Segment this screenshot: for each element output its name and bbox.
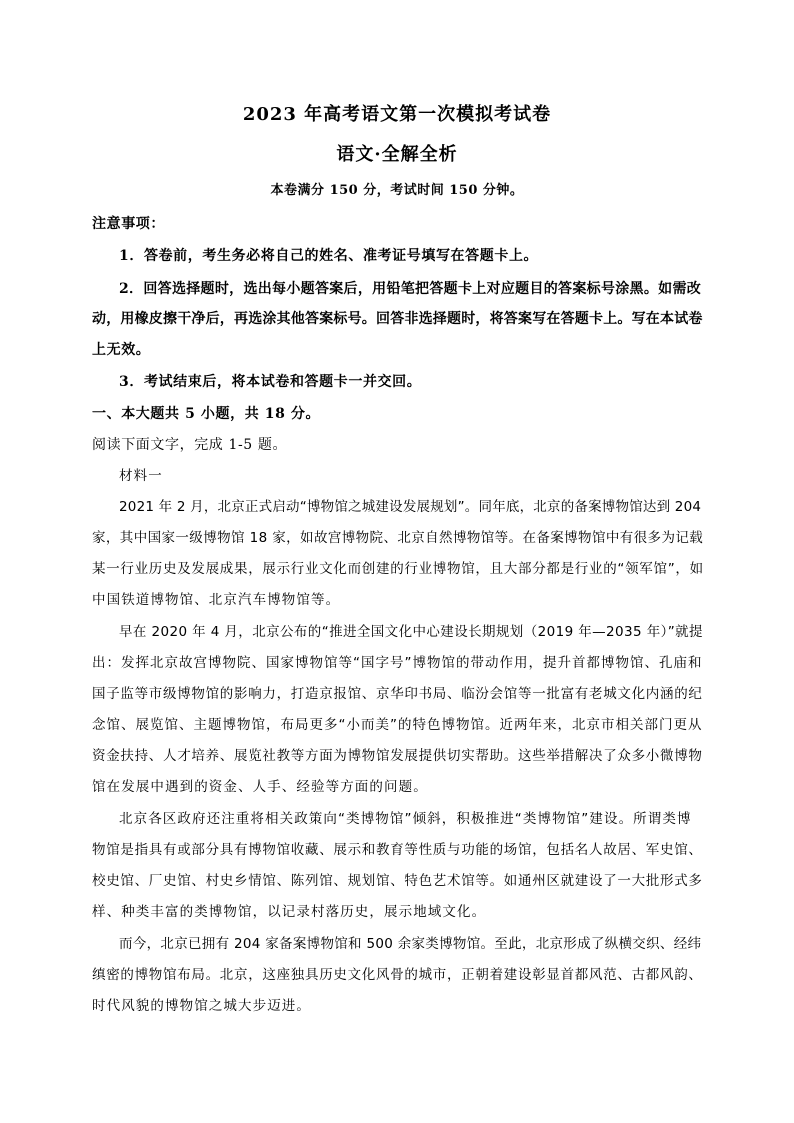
passage-line: 缜密的博物馆布局。北京，这座独具历史文化风骨的城市，正朝着建设彰显首都风范、古都风韵、 xyxy=(92,967,703,983)
exam-info: 本卷满分 150 分，考试时间 150 分钟。 xyxy=(270,183,524,198)
passage-line: 国子监等市级博物馆的影响力，打造京报馆、京华印书局、临汾会馆等一批富有老城文化内涵的纪 xyxy=(92,686,703,702)
notes-line: 3．考试结束后，将本试卷和答题卡一并交回。 xyxy=(119,374,422,390)
passage-line: 资金扶持、人才培养、展览社教等方面为博物馆发展提供切实帮助。这些举措解决了众多小微博物 xyxy=(92,748,703,764)
passage-line: 馆在发展中遇到的资金、人手、经验等方面的问题。 xyxy=(92,779,428,795)
notes-line: 2．回答选择题时，选出每小题答案后，用铅笔把答题卡上对应题目的答案标号涂黑。如需改 xyxy=(119,281,702,297)
passage-line: 校史馆、厂史馆、村史乡情馆、陈列馆、规划馆、特色艺术馆等。如通州区就建设了一大批形式多 xyxy=(92,873,703,889)
exam-subtitle: 语文·全解全析 xyxy=(336,144,458,165)
passage-line: 物馆是指具有或部分具有博物馆收藏、展示和教育等性质与功能的场馆，包括名人故居、军史馆、 xyxy=(92,842,703,858)
notes-line: 上无效。 xyxy=(92,342,151,358)
passage-line: 家，其中国家一级博物馆 18 家，如故宫博物院、北京自然博物馆等。在备案博物馆中有很多为记载 xyxy=(92,530,704,546)
passage-line: 出：发挥北京故宫博物院、国家博物馆等“国字号”博物馆的带动作用，提升首都博物馆、孔庙和 xyxy=(92,655,703,671)
passage-line: 念馆、展览馆、主题博物馆，布局更多“小而美”的特色博物馆。近两年来，北京市相关部门更从 xyxy=(92,717,703,733)
material-label: 材料一 xyxy=(119,468,163,484)
passage-line: 时代风貌的博物馆之城大步迈进。 xyxy=(92,998,311,1014)
section-instruction: 阅读下面文字，完成 1-5 题。 xyxy=(92,437,288,453)
passage-line: 早在 2020 年 4 月，北京公布的“推进全国文化中心建设长期规划（2019 年—2035 年）”就提 xyxy=(119,624,703,640)
passage-line: 中国铁道博物馆、北京汽车博物馆等。 xyxy=(92,592,341,608)
passage-line: 北京各区政府还注重将相关政策向“类博物馆”倾斜，积极推进“类博物馆”建设。所谓类博 xyxy=(119,811,692,827)
exam-title: 2023 年高考语文第一次模拟考试卷 xyxy=(242,104,552,125)
notes-line: 动，用橡皮擦干净后，再选涂其他答案标号。回答非选择题时，将答案写在答题卡上。写在本试卷 xyxy=(92,311,703,327)
section-heading: 一、本大题共 5 小题，共 18 分。 xyxy=(92,406,321,422)
notes-line: 1．答卷前，考生务必将自己的姓名、准考证号填写在答题卡上。 xyxy=(119,248,539,264)
notes-heading: 注意事项： xyxy=(92,216,165,232)
passage-line: 而今，北京已拥有 204 家备案博物馆和 500 余家类博物馆。至此，北京形成了纵横交织、经纬 xyxy=(119,936,702,952)
passage-line: 样、种类丰富的类博物馆，以记录村落历史，展示地域文化。 xyxy=(92,904,487,920)
passage-line: 某一行业历史及发展成果，展示行业文化而创建的行业博物馆，且大部分都是行业的“领军馆”，如 xyxy=(92,561,704,577)
passage-line: 2021 年 2 月，北京正式启动“博物馆之城建设发展规划”。同年底，北京的备案博物馆达到 204 xyxy=(119,499,702,515)
